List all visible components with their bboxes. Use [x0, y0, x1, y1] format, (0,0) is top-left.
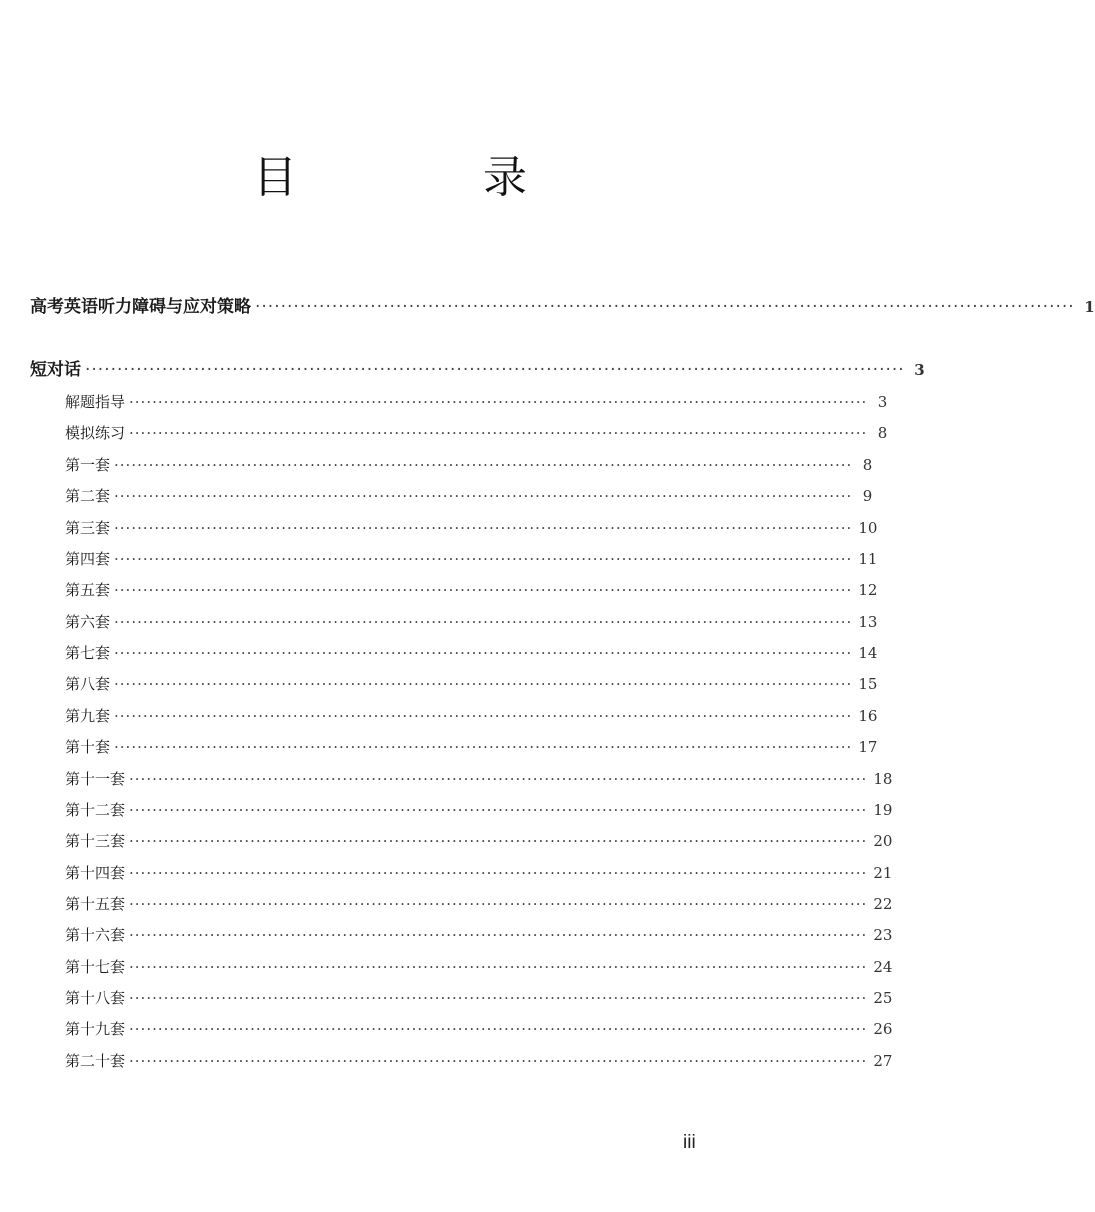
dot-leader: ································································································································	[114, 487, 853, 506]
toc-set-entry[interactable]	[65, 859, 893, 887]
dot-leader: ································································································································	[114, 518, 853, 537]
dot-leader: ································································································································	[129, 957, 868, 976]
toc-entry-label: 第一套	[65, 456, 111, 474]
toc-set-entry[interactable]	[65, 765, 893, 793]
toc-set-entry[interactable]	[65, 827, 893, 855]
dot-leader: ································································································································	[114, 550, 853, 569]
dot-leader: ································································································································	[129, 832, 868, 851]
toc-entry-page: 25	[873, 988, 893, 1007]
toc-set-entry[interactable]	[65, 639, 878, 667]
dot-leader: ································································································································	[129, 424, 868, 443]
toc-entry-label: 短对话	[30, 360, 81, 380]
toc-set-entry[interactable]	[65, 545, 878, 573]
dot-leader: ································································································································	[129, 988, 868, 1007]
toc-entry-page: 14	[858, 644, 878, 663]
toc-entry-page: 19	[873, 800, 893, 819]
toc-entry-page: 17	[858, 738, 878, 757]
toc-entry-page: 18	[873, 769, 893, 788]
toc-set-entry[interactable]	[65, 796, 893, 824]
toc-entry-label: 模拟练习	[65, 424, 126, 443]
toc-entry-label: 解题指导	[65, 393, 126, 411]
dot-leader: ································································································································	[129, 894, 868, 913]
toc-entry-label: 第十七套	[65, 957, 126, 976]
toc-entry-page: 3	[914, 361, 925, 379]
toc-entry-label: 第九套	[65, 706, 111, 725]
toc-entry-page: 13	[858, 612, 878, 631]
toc-entry-label: 第二十套	[65, 1051, 126, 1070]
toc-entry-page: 20	[873, 832, 893, 851]
toc-sub-entry[interactable]	[65, 388, 888, 416]
toc-entry-page: 1	[1084, 298, 1095, 316]
dot-leader: ································································································································	[114, 675, 853, 694]
toc-entry-page: 8	[877, 424, 888, 443]
dot-leader: ································································································································	[129, 1020, 868, 1039]
toc-part-entry[interactable]	[30, 356, 925, 384]
toc-entry-label: 第十八套	[65, 988, 126, 1007]
dot-leader: ································································································································	[129, 769, 868, 788]
dot-leader: ································································································································	[129, 393, 868, 411]
toc-set-entry[interactable]	[65, 702, 878, 730]
toc-entry-label: 第四套	[65, 550, 111, 569]
toc-set-entry[interactable]	[65, 1015, 893, 1043]
toc-entry-label: 高考英语听力障碍与应对策略	[30, 297, 251, 317]
toc-entry-page: 26	[873, 1020, 893, 1039]
toc-set-entry[interactable]	[65, 733, 878, 761]
dot-leader: ································································································································	[114, 456, 853, 474]
toc-set-entry[interactable]	[65, 482, 873, 510]
toc-entry-page: 10	[858, 518, 878, 537]
dot-leader: ································································································································	[129, 926, 868, 945]
toc-entry-label: 第五套	[65, 581, 111, 600]
toc-set-entry[interactable]	[65, 514, 878, 542]
toc-section-entry[interactable]	[30, 293, 1095, 321]
toc-set-entry[interactable]	[65, 1047, 893, 1075]
dot-leader: ································································································································	[114, 738, 853, 757]
toc-set-entry[interactable]	[65, 953, 893, 981]
toc-entry-label: 第十五套	[65, 894, 126, 913]
dot-leader: ································································································································	[85, 360, 905, 380]
toc-entry-label: 第七套	[65, 644, 111, 663]
toc-sub-entry[interactable]	[65, 419, 888, 447]
toc-entry-label: 第六套	[65, 612, 111, 631]
toc-entry-label: 第十四套	[65, 863, 126, 882]
toc-set-entry[interactable]	[65, 921, 893, 949]
toc-entry-label: 第八套	[65, 675, 111, 694]
toc-set-entry[interactable]	[65, 608, 878, 636]
dot-leader: ································································································································	[114, 706, 853, 725]
toc-set-entry[interactable]	[65, 984, 893, 1012]
toc-entry-label: 第十六套	[65, 926, 126, 945]
toc-set-entry[interactable]	[65, 890, 893, 918]
toc-entry-page: 3	[877, 393, 888, 411]
toc-set-entry[interactable]	[65, 670, 878, 698]
toc-set-entry[interactable]	[65, 576, 878, 604]
toc-entry-page: 11	[858, 550, 878, 569]
toc-set-entry[interactable]	[65, 451, 873, 479]
toc-entry-page: 12	[858, 581, 878, 600]
dot-leader: ································································································································	[114, 581, 853, 600]
toc-entry-page: 24	[873, 957, 893, 976]
dot-leader: ································································································································	[129, 1051, 868, 1070]
toc-entry-page: 23	[873, 926, 893, 945]
toc-entry-page: 16	[858, 706, 878, 725]
toc-entry-label: 第二套	[65, 487, 111, 506]
toc-entry-page: 22	[873, 894, 893, 913]
dot-leader: ································································································································	[114, 612, 853, 631]
toc-entry-label: 第十三套	[65, 832, 126, 851]
toc-entry-page: 9	[862, 487, 873, 506]
toc-entry-label: 第十一套	[65, 769, 126, 788]
toc-entry-label: 第十二套	[65, 800, 126, 819]
toc-entry-page: 21	[873, 863, 893, 882]
dot-leader: ································································································································	[129, 800, 868, 819]
dot-leader: ································································································································	[255, 297, 1075, 317]
toc-entry-page: 27	[873, 1051, 893, 1070]
toc-entry-label: 第三套	[65, 518, 111, 537]
dot-leader: ································································································································	[129, 863, 868, 882]
dot-leader: ································································································································	[114, 644, 853, 663]
toc-entry-label: 第十九套	[65, 1020, 126, 1039]
toc-entry-page: 8	[862, 456, 873, 474]
page-number: iii	[683, 1132, 696, 1153]
page-title: 目 录	[253, 152, 613, 203]
toc-entry-page: 15	[858, 675, 878, 694]
toc-entry-label: 第十套	[65, 738, 111, 757]
